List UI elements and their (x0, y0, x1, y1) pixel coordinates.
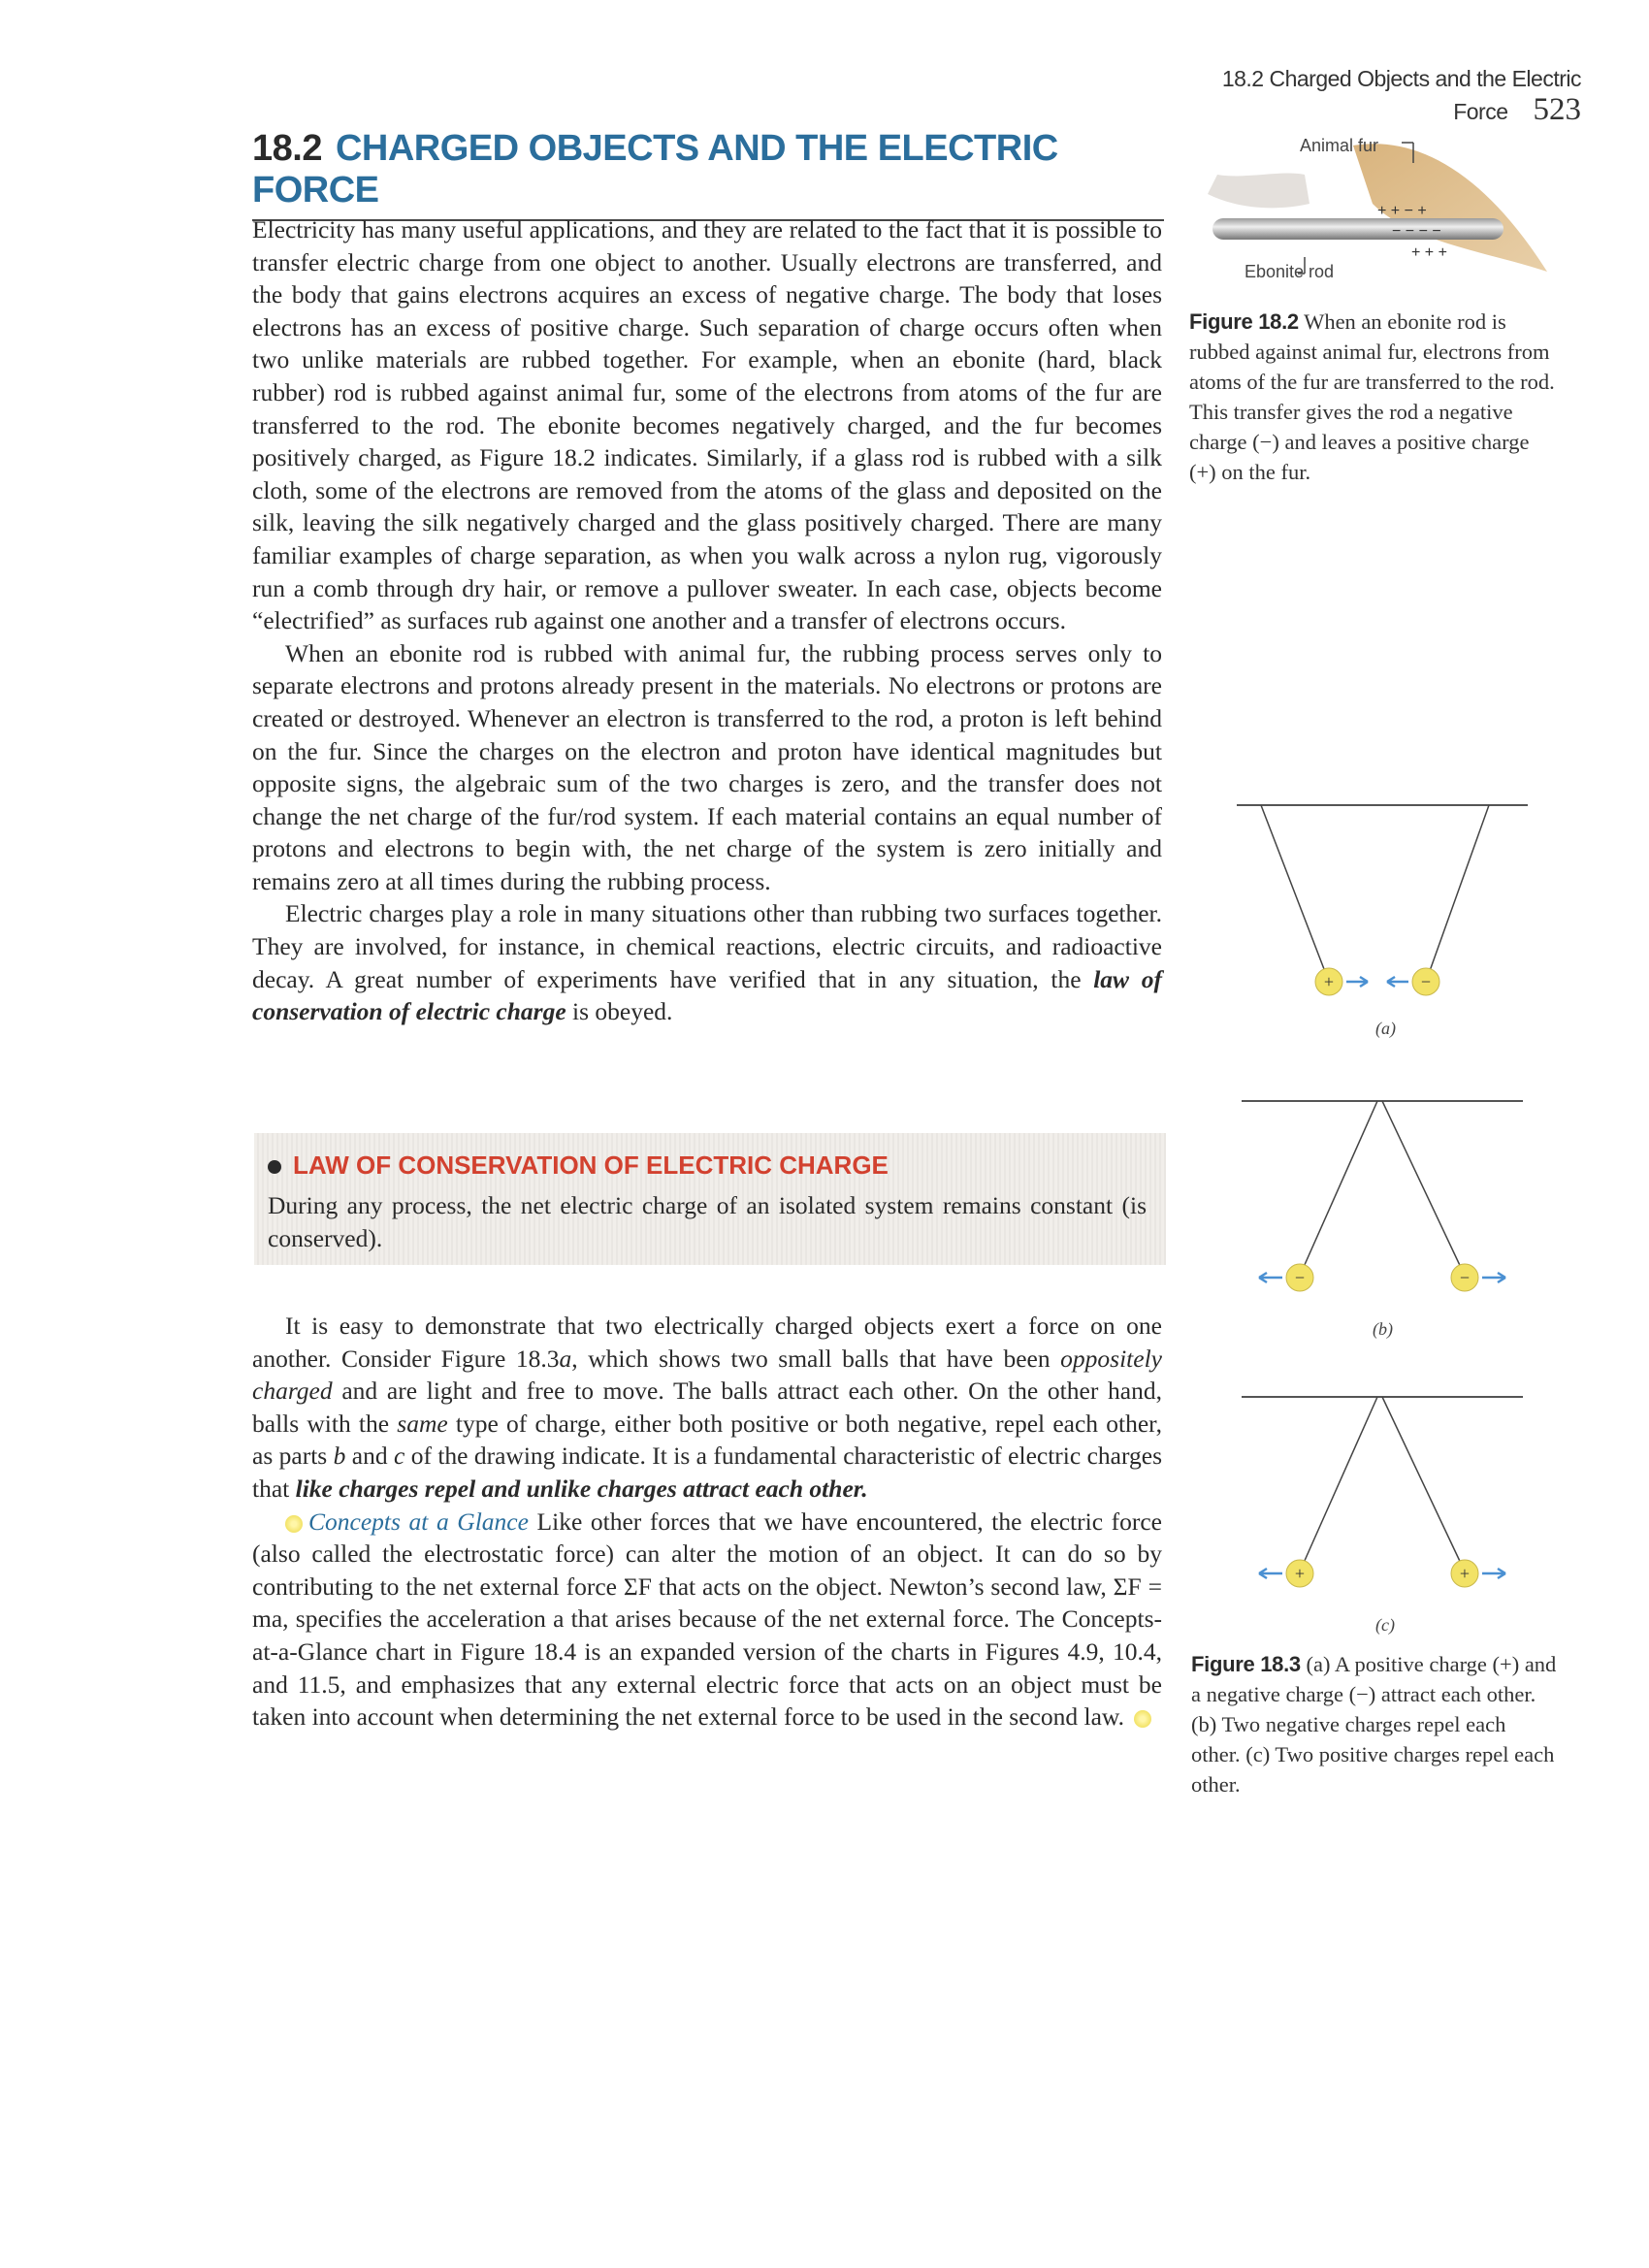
svg-text:− − − −: − − − − (1392, 223, 1441, 240)
concepts-end-marker-icon (1134, 1710, 1151, 1728)
paragraph-3-end: is obeyed. (566, 997, 673, 1026)
p4-t5i: c (393, 1442, 405, 1471)
repel-arrow-right (1482, 1273, 1505, 1282)
paragraph-5-text: Like other forces that we have encountered, the electric force (also called the electrostatic force) can alter the motion of an object. It can do so by contributing to the net external force ΣF that acts on the object. Newton’s second law, ΣF = ma, specifies the acceleration a that arises because of the net external force. The Concepts-at-a-Glance chart in Figure 18.4 is an expanded version of the charts in Figures 4.9, 10.4, and 11.5, and emphasizes that any external electric force that acts on an object must be taken into account when determining the net external force to be used in the second law. (252, 1507, 1162, 1732)
p4-t1: It is easy to demonstrate that two electrically charged objects exert a force on one another. Consider Figure 18.3 (252, 1312, 1162, 1373)
repel-arrow-left (1259, 1273, 1282, 1282)
law-heading-text: LAW OF CONSERVATION OF ELECTRIC CHARGE (293, 1150, 889, 1180)
paragraph-2: When an ebonite rod is rubbed with animal fur, the rubbing process serves only to separate electrons and protons already present in the materials. No electrons or protons are created or destroyed. Whenever an electron is transferred to the rod, a proton is left behind on the fur. Since the charges on the electron and proton have identical magnitudes but opposite signs, the algebraic sum of the two charges is zero, and the transfer does not change the net charge of the fur/rod system. If each material contains an equal number of protons and electrons to begin with, the net charge of the system is zero initially and remains zero at all times during the rubbing process. (252, 638, 1162, 895)
svg-text:−: − (1420, 972, 1432, 991)
svg-text:+ + − +: + + − + (1377, 203, 1427, 219)
section-number: 18.2 (252, 128, 322, 169)
subfig-b-label: (b) (1373, 1319, 1393, 1339)
subfig-a-label: (a) (1375, 1019, 1396, 1038)
figure-18-2-caption-text: When an ebonite rod is rubbed against animal fur, electrons from atoms of the fur are transferred to the rod. This transfer gives the rod a negative charge (−) and leaves a positive charge (+) on the fur. (1189, 309, 1555, 484)
law-box (254, 1133, 1166, 1265)
paragraph-5 (252, 1506, 1162, 1733)
section-title (252, 128, 1164, 221)
repel-arrow-right-c (1482, 1569, 1505, 1578)
figure-18-3-caption-text: (a) A positive charge (+) and a negative charge (−) attract each other. (b) Two negative charges repel each other. (c) Two positive charges repel each other. (1191, 1652, 1557, 1797)
bullet-dot (268, 1160, 281, 1174)
figure-18-2-caption (1189, 307, 1558, 487)
p4-t1i: a (559, 1344, 572, 1373)
ebonite-rod (1212, 218, 1504, 240)
p4-emphasis: like charges repel and unlike charges attract each other. (295, 1474, 868, 1503)
repel-arrow-left-c (1259, 1569, 1282, 1578)
figure-18-3b (1232, 1091, 1533, 1305)
svg-text:+: + (1294, 1564, 1306, 1583)
body-block-1 (252, 213, 1162, 1028)
section-title-text: CHARGED OBJECTS AND THE ELECTRIC FORCE (252, 128, 1058, 211)
animal-fur-label: Animal fur (1300, 136, 1379, 155)
svg-text:−: − (1294, 1268, 1306, 1287)
attract-arrow-left (1387, 977, 1408, 987)
running-head-title: 18.2 Charged Objects and the Electric Force (1221, 66, 1581, 124)
p4-t2: , which shows two small balls that have been (571, 1344, 1061, 1373)
attract-arrow-right (1346, 977, 1368, 987)
figure-18-3-label: Figure 18.3 (1191, 1652, 1301, 1676)
paragraph-1: Electricity has many useful applications, and they are related to the fact that it is possible to transfer electric charge from one object to another. Usually electrons are transferred, and the body that gains electrons acquires an excess of negative charge. The body that loses electrons has an excess of positive charge. Such separation of charge occurs often when two unlike materials are rubbed together. For example, when an ebonite (hard, black rubber) rod is rubbed against animal fur, some of the electrons from atoms of the fur are transferred to the rod. The ebonite becomes negatively charged, and the fur becomes positively charged, as Figure 18.2 indicates. Similarly, if a glass rod is rubbed with a silk cloth, some of the electrons are removed from the atoms of the glass and deposited on the silk, leaving the silk negatively charged and the glass positively charged. There are many familiar examples of charge separation, as when you walk across a nylon rug, vigorously run a comb through dry hair, or remove a pullover sweater. In each case, objects become “electrified” as surfaces rub against one another and a transfer of electrons occurs. (252, 215, 1162, 635)
law-text: During any process, the net electric charge of an isolated system remains constant (is conserved). (268, 1191, 1147, 1252)
running-head (1116, 66, 1581, 128)
law-emphasis: law of conservation of electric charge (252, 964, 1162, 1026)
paragraph-4 (252, 1310, 1162, 1506)
figure-18-2-label: Figure 18.2 (1189, 309, 1299, 334)
body-block-2 (252, 1310, 1162, 1733)
svg-text:+: + (1323, 972, 1335, 991)
svg-text:−: − (1459, 1268, 1471, 1287)
concepts-marker-icon (285, 1515, 303, 1533)
figure-18-3a (1232, 795, 1533, 1028)
law-heading (268, 1150, 889, 1181)
p4-t4i: b (333, 1442, 346, 1471)
svg-text:+ + +: + + + (1411, 244, 1447, 261)
figure-18-3-caption (1191, 1649, 1560, 1799)
page-number: 523 (1533, 92, 1581, 127)
subfig-c-label: (c) (1375, 1615, 1395, 1635)
concepts-at-a-glance-label: Concepts at a Glance (308, 1507, 529, 1536)
p4-t6: of the drawing indicate. It is a fundamental characteristic of electric charges that (252, 1442, 1162, 1503)
paragraph-3-text: Electric charges play a role in many situations other than rubbing two surfaces together. They are involved, for instance, in chemical reactions, electric circuits, and radioactive decay. A great number of experiments have verified that in any situation, the (252, 899, 1162, 993)
p4-t4: type of charge, either both positive or both negative, repel each other, as parts (252, 1409, 1162, 1471)
p4-t2i: oppositely charged (252, 1344, 1162, 1406)
p4-t3: and are light and free to move. The balls attract each other. On the other hand, balls with the (252, 1377, 1162, 1438)
hand (1208, 174, 1310, 209)
figure-18-3c (1232, 1387, 1533, 1601)
ebonite-rod-label: Ebonite rod (1245, 262, 1335, 281)
svg-text:+: + (1459, 1564, 1471, 1583)
paragraph-3 (252, 897, 1162, 1027)
p4-t5: and (345, 1442, 394, 1471)
p4-t3i: same (397, 1409, 448, 1438)
